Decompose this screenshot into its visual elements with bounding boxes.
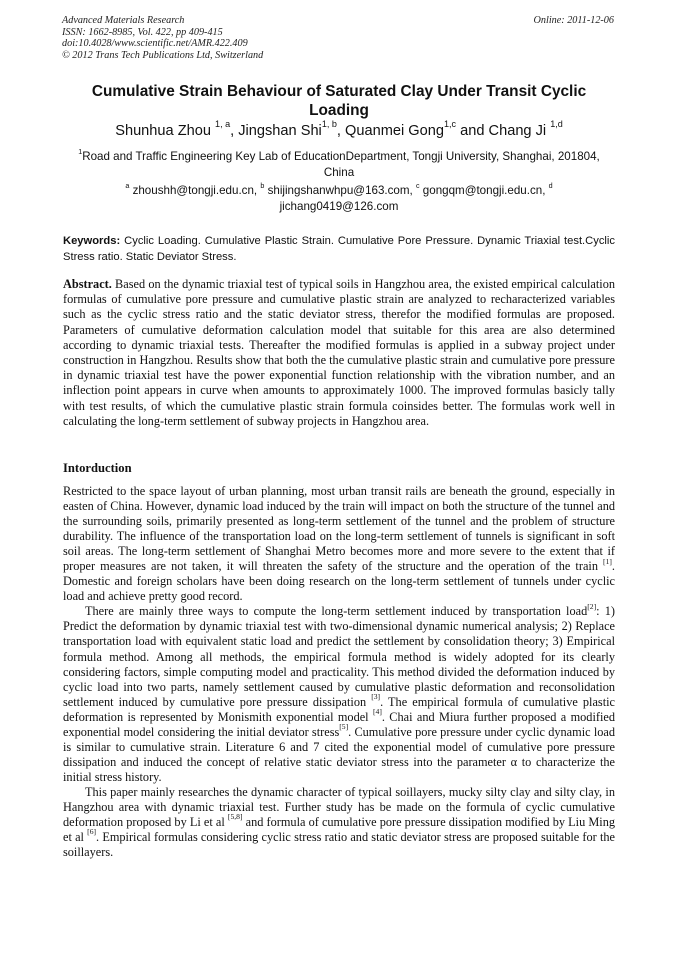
paragraph-text: . The empirical formula of cumulative plastic deformation is represented by Monismith exponential model bbox=[63, 694, 616, 724]
journal-header bbox=[62, 15, 263, 61]
keywords-text: Cyclic Loading. Cumulative Plastic Strain. Cumulative Pore Pressure. Dynamic Triaxial test.Cyclic Stress ratio. Static Deviator Stress. bbox=[63, 235, 615, 263]
paragraph-text: : 1) Predict the deformation by dynamic triaxial test with two-dimensional dynamic numerical analysis; 2) Replace transportation load with equivalent static load and predict the settlement by consolidation theory; 3) Empirical formula method. Among all methods, the empirical formula method is widely adopted for its clearly considering factors, simple computing model and practicality. This method divided the deformation induced by cyclic load into two parts, namely settlement caused by cumulative plastic deformation and reconsolidation settlement induced by cumulative pore pressure dissipation bbox=[63, 604, 615, 709]
section-heading-introduction: Intorduction bbox=[63, 461, 132, 475]
paragraph-text: . Empirical formulas considering cyclic stress ratio and static deviator stress are proposed suitable for the soillayers. bbox=[63, 830, 615, 860]
paragraph-text: Restricted to the space layout of urban planning, most urban transit rails are beneath the ground, especially in easten of China. However, dynamic load induced by the train will impact on both the structure of the tunnel and the surrounding soils, primarily presented as long-term settlement of the tunnel and the problem of structure durability. The influence of the transportation load on the long-term settlement of tunnels is significant in soft soil areas. The long-term settlement of Shanghai Metro becomes more and more severe to the extent that if proper measures are not taken, it will threaten the safety of the structure and the operation of the train bbox=[63, 484, 615, 574]
author-emails bbox=[70, 180, 608, 215]
citation: [1] bbox=[603, 556, 612, 566]
citation: [2] bbox=[587, 601, 597, 611]
paragraph bbox=[63, 601, 616, 785]
keywords-label: Keywords: bbox=[63, 235, 121, 247]
online-date: Online: 2011-12-06 bbox=[533, 15, 614, 26]
email-text: jichang0419@126.com bbox=[279, 200, 399, 213]
citation: [5] bbox=[339, 722, 349, 732]
author-affiliation-mark: 1, a bbox=[215, 119, 231, 130]
citation: [4] bbox=[372, 707, 382, 717]
author-separator: , bbox=[336, 123, 346, 139]
paragraph-text: This paper mainly researches the dynamic character of typical soillayers, mucky silty clay and silty clay, in Hangzhou area with dynamic triaxial test. Further study has be made on the formula of cyclic cumulative deformation proposed by Li et al bbox=[63, 784, 615, 830]
introduction-body bbox=[63, 484, 615, 860]
affiliation-text: Road and Traffic Engineering Key Lab of EducationDepartment, Tongji University, Shanghai, 201804, China bbox=[82, 150, 600, 179]
journal-name: Advanced Materials Research bbox=[62, 15, 185, 26]
abstract-label: Abstract. bbox=[63, 277, 112, 291]
paragraph-text: . Domestic and foreign scholars have been doing research on the long-term settlement of tunnels under cyclic load and achieve pretty good record. bbox=[63, 559, 615, 604]
author-name: Quanmei Gong bbox=[345, 123, 444, 139]
paragraph bbox=[63, 785, 615, 860]
author-name: Jingshan Shi bbox=[238, 123, 322, 139]
affiliation-mark: 1 bbox=[78, 146, 83, 156]
paragraph-text: There are mainly three ways to compute the long-term settlement induced by transportation load bbox=[85, 604, 588, 619]
author-affiliation-mark: 1, b bbox=[321, 119, 337, 130]
email-mark: a bbox=[125, 180, 130, 190]
paragraph bbox=[63, 484, 615, 604]
citation: [5,8] bbox=[227, 812, 243, 822]
author-separator: , bbox=[230, 123, 239, 139]
email-mark: c bbox=[415, 180, 420, 190]
journal-issn: ISSN: 1662-8985, Vol. 422, pp 409-415 bbox=[62, 26, 223, 38]
email-mark: d bbox=[548, 180, 553, 190]
affiliation bbox=[70, 146, 608, 181]
author-list bbox=[60, 119, 618, 140]
journal-copyright: © 2012 Trans Tech Publications Ltd, Switzerland bbox=[62, 49, 264, 61]
paragraph-text: and formula of cumulative pore pressure dissipation modified by Liu Ming et al bbox=[63, 815, 615, 845]
journal-doi: doi:10.4028/www.scientific.net/AMR.422.409 bbox=[62, 38, 248, 50]
author-separator: and bbox=[456, 123, 489, 139]
keywords bbox=[63, 234, 615, 265]
author-affiliation-mark: 1,d bbox=[550, 119, 563, 130]
author-affiliation-mark: 1,c bbox=[444, 119, 457, 130]
email-text: zhoushh@tongji.edu.cn, bbox=[129, 184, 261, 197]
paragraph-text: . Cumulative pore pressure under cyclic dynamic load is similar to cumulative strain. Literature 6 and 7 cited the exponential model of cumulative pore pressure dissipation and induced the concept of relative static deviator stress into the parameter α to characterize the initial stress history. bbox=[63, 724, 615, 784]
paper-title: Cumulative Strain Behaviour of Saturated Clay Under Transit Cyclic Loading bbox=[91, 83, 587, 119]
abstract bbox=[63, 277, 615, 429]
email-text: shijingshanwhpu@163.com, bbox=[264, 184, 416, 197]
abstract-text: Based on the dynamic triaxial test of typical soils in Hangzhou area, the existed empirical calculation formulas of cumulative pore pressure and cumulative plastic strain are analyzed to recharacterized variables such as the cyclic stress ratio and the static deviator stress, therefor the modified formulas are proposed. Parameters of cumulative deformation calculation model that suitable for this area are also determined according to dynamic triaxial tests. Thereafter the modified formulas is applied in a subway project under construction in Hangzhou. Results show that both the the cumulative plastic strain and cumulative pore pressure in dynamic triaxial test have the power exponential function relationship with the vibration number, and an inflection point appears in curve when amounts to approximately 1000. The improved formulas basicly tally with test results, of which the cumulative plastic strain formula coinsides better. The formulas work well in calculating the long-term settlement of subway projects in Hangzhou area. bbox=[63, 277, 615, 428]
author-name: Chang Ji bbox=[488, 123, 551, 139]
citation: [3] bbox=[371, 692, 381, 702]
email-mark: b bbox=[260, 180, 265, 190]
paragraph-text: . Chai and Miura further proposed a modified exponential model considering the initial deviator stress bbox=[63, 709, 615, 739]
email-text: gongqm@tongji.edu.cn, bbox=[419, 184, 549, 197]
author-name: Shunhua Zhou bbox=[115, 123, 216, 139]
citation: [6] bbox=[87, 827, 97, 837]
